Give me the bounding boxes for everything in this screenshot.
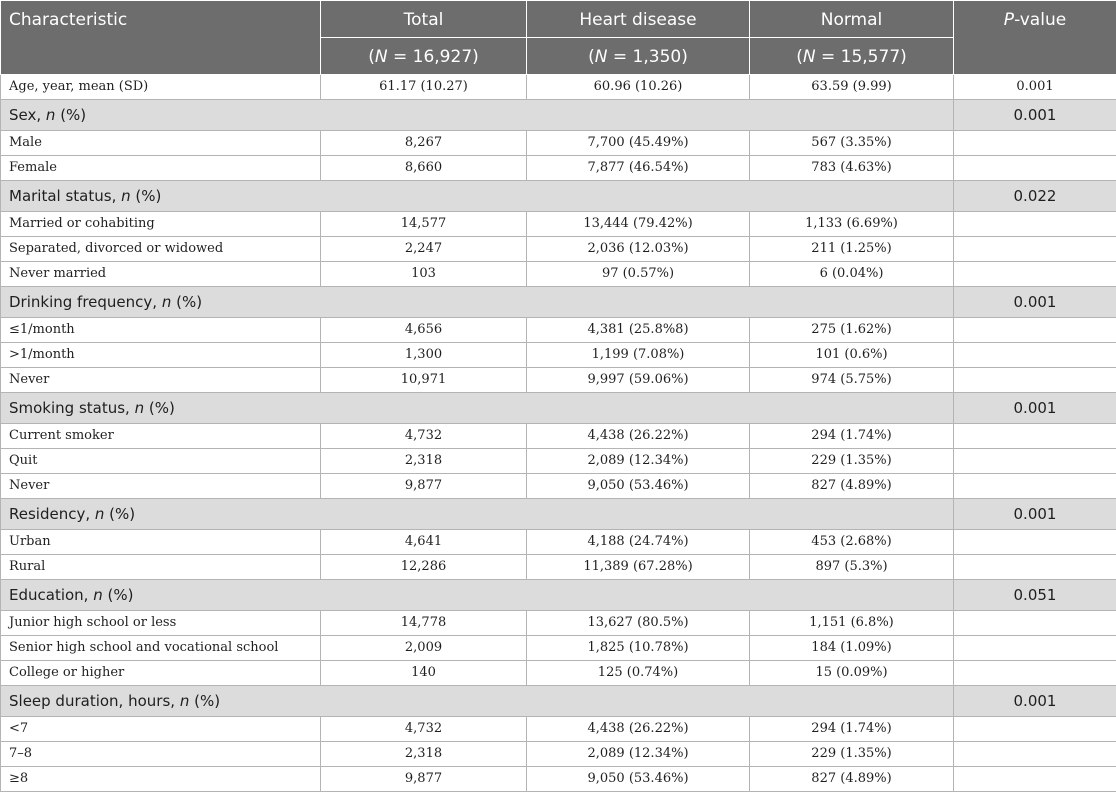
table-row: [1, 424, 1116, 449]
cell-heart-disease: 4,381 (25.8%8): [527, 318, 750, 343]
table-row: [1, 449, 1116, 474]
cell-p-value: 0.001: [954, 75, 1116, 100]
cell-p-value-empty: [954, 318, 1116, 343]
cell-total: 2,318: [321, 742, 527, 767]
section-p-value: 0.001: [954, 100, 1116, 131]
cell-heart-disease: 13,444 (79.42%): [527, 212, 750, 237]
table-row: [1, 318, 1116, 343]
row-label: Rural: [1, 555, 321, 580]
table-row: [1, 611, 1116, 636]
cell-total: 12,286: [321, 555, 527, 580]
table-row: [1, 343, 1116, 368]
cell-p-value-empty: [954, 262, 1116, 287]
cell-total: 4,641: [321, 530, 527, 555]
cell-normal: 294 (1.74%): [750, 717, 954, 742]
table-row: [1, 262, 1116, 287]
cell-heart-disease: 125 (0.74%): [527, 661, 750, 686]
header-total: Total: [321, 1, 527, 38]
table-row: [1, 368, 1116, 393]
section-p-value: 0.051: [954, 580, 1116, 611]
cell-p-value-empty: [954, 767, 1116, 792]
table-row: [1, 555, 1116, 580]
row-label: Quit: [1, 449, 321, 474]
cell-normal: 15 (0.09%): [750, 661, 954, 686]
cell-total: 9,877: [321, 474, 527, 499]
row-label: Never: [1, 474, 321, 499]
section-header-row: [1, 181, 1116, 212]
cell-total: 103: [321, 262, 527, 287]
cell-heart-disease: 9,050 (53.46%): [527, 474, 750, 499]
cell-p-value-empty: [954, 424, 1116, 449]
table-row: [1, 212, 1116, 237]
header-normal: Normal: [750, 1, 954, 38]
row-label: 7–8: [1, 742, 321, 767]
cell-normal: 827 (4.89%): [750, 767, 954, 792]
header-heart-disease-n: (N = 1,350): [527, 38, 750, 75]
table-row: [1, 237, 1116, 262]
cell-heart-disease: 97 (0.57%): [527, 262, 750, 287]
cell-total: 9,877: [321, 767, 527, 792]
cell-p-value-empty: [954, 636, 1116, 661]
cell-normal: 453 (2.68%): [750, 530, 954, 555]
cell-normal: 897 (5.3%): [750, 555, 954, 580]
cell-normal: 184 (1.09%): [750, 636, 954, 661]
row-label: ≥8: [1, 767, 321, 792]
section-header-row: [1, 393, 1116, 424]
cell-normal: 567 (3.35%): [750, 131, 954, 156]
cell-normal: 1,151 (6.8%): [750, 611, 954, 636]
cell-total: 8,660: [321, 156, 527, 181]
cell-normal: 6 (0.04%): [750, 262, 954, 287]
cell-total: 4,732: [321, 717, 527, 742]
header-row: [1, 1, 1116, 38]
cell-p-value-empty: [954, 131, 1116, 156]
row-label: Urban: [1, 530, 321, 555]
cell-heart-disease: 4,188 (24.74%): [527, 530, 750, 555]
cell-normal: 211 (1.25%): [750, 237, 954, 262]
cell-normal: 827 (4.89%): [750, 474, 954, 499]
section-header-row: [1, 100, 1116, 131]
row-label: Age, year, mean (SD): [1, 75, 321, 100]
section-p-value: 0.001: [954, 499, 1116, 530]
cell-total: 1,300: [321, 343, 527, 368]
header-p-value: P-value: [954, 1, 1116, 75]
section-title: Smoking status, n (%): [1, 393, 954, 424]
cell-normal: 101 (0.6%): [750, 343, 954, 368]
cell-normal: 783 (4.63%): [750, 156, 954, 181]
section-p-value: 0.001: [954, 686, 1116, 717]
cell-total: 14,778: [321, 611, 527, 636]
cell-heart-disease: 13,627 (80.5%): [527, 611, 750, 636]
table-row-age: [1, 75, 1116, 100]
cell-heart-disease: 7,700 (45.49%): [527, 131, 750, 156]
row-label: Male: [1, 131, 321, 156]
section-title: Education, n (%): [1, 580, 954, 611]
table-row: [1, 131, 1116, 156]
section-header-row: [1, 499, 1116, 530]
section-title: Sleep duration, hours, n (%): [1, 686, 954, 717]
section-p-value: 0.022: [954, 181, 1116, 212]
cell-heart-disease: 2,089 (12.34%): [527, 742, 750, 767]
table-row: [1, 156, 1116, 181]
section-title: Marital status, n (%): [1, 181, 954, 212]
cell-p-value-empty: [954, 343, 1116, 368]
cell-total: 61.17 (10.27): [321, 75, 527, 100]
section-header-row: [1, 686, 1116, 717]
section-p-value: 0.001: [954, 287, 1116, 318]
row-label: Married or cohabiting: [1, 212, 321, 237]
cell-total: 2,318: [321, 449, 527, 474]
row-label: Separated, divorced or widowed: [1, 237, 321, 262]
table-row: [1, 474, 1116, 499]
cell-heart-disease: 9,997 (59.06%): [527, 368, 750, 393]
cell-total: 2,247: [321, 237, 527, 262]
table-body: [1, 75, 1116, 792]
cell-heart-disease: 7,877 (46.54%): [527, 156, 750, 181]
cell-normal: 275 (1.62%): [750, 318, 954, 343]
cell-p-value-empty: [954, 156, 1116, 181]
table-row: [1, 530, 1116, 555]
row-label: ≤1/month: [1, 318, 321, 343]
header-heart-disease: Heart disease: [527, 1, 750, 38]
table-row: [1, 717, 1116, 742]
cell-normal: 63.59 (9.99): [750, 75, 954, 100]
cell-normal: 294 (1.74%): [750, 424, 954, 449]
section-p-value: 0.001: [954, 393, 1116, 424]
section-title: Drinking frequency, n (%): [1, 287, 954, 318]
table-row: [1, 742, 1116, 767]
cell-normal: 974 (5.75%): [750, 368, 954, 393]
row-label: <7: [1, 717, 321, 742]
cell-p-value-empty: [954, 530, 1116, 555]
cell-total: 10,971: [321, 368, 527, 393]
cell-total: 140: [321, 661, 527, 686]
cell-p-value-empty: [954, 474, 1116, 499]
cell-p-value-empty: [954, 742, 1116, 767]
row-label: >1/month: [1, 343, 321, 368]
cell-heart-disease: 4,438 (26.22%): [527, 717, 750, 742]
cell-heart-disease: 60.96 (10.26): [527, 75, 750, 100]
section-header-row: [1, 287, 1116, 318]
cell-heart-disease: 2,089 (12.34%): [527, 449, 750, 474]
cell-heart-disease: 11,389 (67.28%): [527, 555, 750, 580]
cell-total: 14,577: [321, 212, 527, 237]
row-label: Junior high school or less: [1, 611, 321, 636]
table-row: [1, 636, 1116, 661]
cell-p-value-empty: [954, 212, 1116, 237]
row-label: Female: [1, 156, 321, 181]
cell-normal: 229 (1.35%): [750, 742, 954, 767]
table-row: [1, 661, 1116, 686]
header-total-n: (N = 16,927): [321, 38, 527, 75]
cell-heart-disease: 2,036 (12.03%): [527, 237, 750, 262]
row-label: Never: [1, 368, 321, 393]
cell-total: 4,656: [321, 318, 527, 343]
cell-total: 2,009: [321, 636, 527, 661]
cell-p-value-empty: [954, 368, 1116, 393]
cell-normal: 1,133 (6.69%): [750, 212, 954, 237]
table-row: [1, 767, 1116, 792]
cell-normal: 229 (1.35%): [750, 449, 954, 474]
cell-heart-disease: 1,199 (7.08%): [527, 343, 750, 368]
header-characteristic: Characteristic: [1, 1, 321, 75]
cell-total: 4,732: [321, 424, 527, 449]
cell-p-value-empty: [954, 237, 1116, 262]
table-header: [1, 1, 1116, 75]
cell-p-value-empty: [954, 449, 1116, 474]
section-title: Residency, n (%): [1, 499, 954, 530]
section-title: Sex, n (%): [1, 100, 954, 131]
row-label: Senior high school and vocational school: [1, 636, 321, 661]
row-label: Never married: [1, 262, 321, 287]
cell-heart-disease: 9,050 (53.46%): [527, 767, 750, 792]
cell-total: 8,267: [321, 131, 527, 156]
row-label: Current smoker: [1, 424, 321, 449]
cell-p-value-empty: [954, 661, 1116, 686]
cell-p-value-empty: [954, 717, 1116, 742]
cell-heart-disease: 1,825 (10.78%): [527, 636, 750, 661]
header-normal-n: (N = 15,577): [750, 38, 954, 75]
row-label: College or higher: [1, 661, 321, 686]
section-header-row: [1, 580, 1116, 611]
cell-p-value-empty: [954, 555, 1116, 580]
cell-heart-disease: 4,438 (26.22%): [527, 424, 750, 449]
cell-p-value-empty: [954, 611, 1116, 636]
